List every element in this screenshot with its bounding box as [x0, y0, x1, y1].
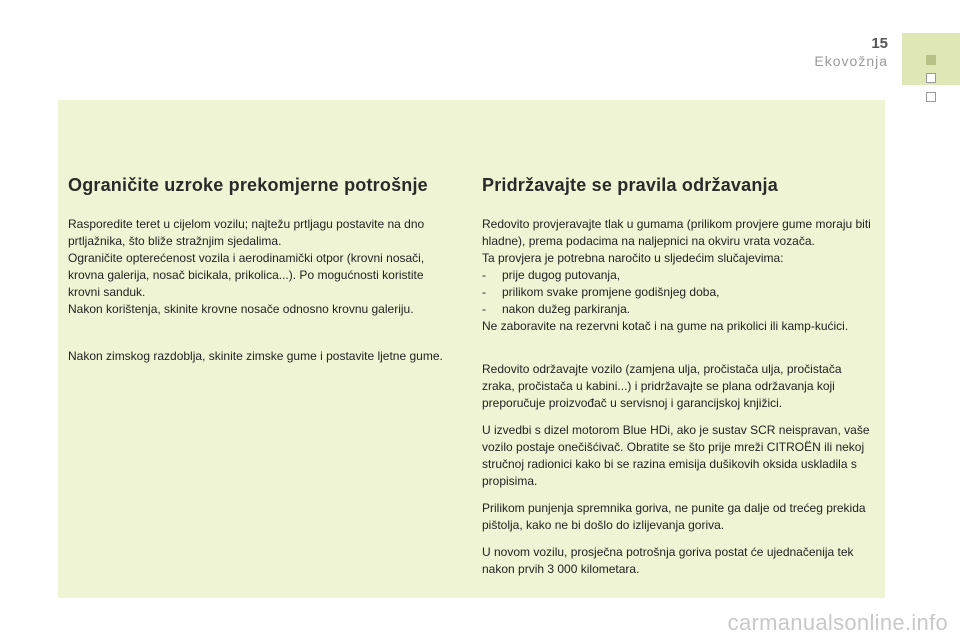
chapter-indicator-empty-square-icon	[926, 92, 936, 102]
right-paragraph: U novom vozilu, prosječna potrošnja goriva postat će ujednačenija tek nakon prvih 3 000 kilometara.	[482, 545, 854, 576]
dash-marker: -	[482, 285, 486, 299]
left-column	[68, 172, 458, 365]
list-item-text: prije dugog putovanja,	[502, 268, 621, 282]
left-paragraph: Ograničite opterećenost vozila i aerodinamički otpor (krovni nosači, krovna galerija, nosač bicikala, prikolica...). Po mogućnosti koristite krovni sanduk.	[68, 251, 425, 299]
dash-marker: -	[482, 268, 486, 282]
dash-list	[482, 267, 874, 318]
left-paragraph: Nakon zimskog razdoblja, skinite zimske gume i postavite ljetne gume.	[68, 349, 443, 363]
list-item-text: prilikom svake promjene godišnjeg doba,	[502, 285, 720, 299]
chapter-title: Ekovožnja	[814, 53, 888, 69]
left-paragraph: Rasporedite teret u cijelom vozilu; najtežu prtljagu postavite na dno prtljažnika, što bliže stražnjim sjedalima.	[68, 217, 425, 248]
list-item-text: nakon dužeg parkiranja.	[502, 302, 631, 316]
right-paragraph: Redovito održavajte vozilo (zamjena ulja, pročistača ulja, pročistača zraka, pročistača u kabini...) i pridržavajte se plana održavanja koji preporučuje proizvođač u servisnoj i garancijskoj knjižici.	[482, 362, 842, 410]
right-after-list: Ne zaboravite na rezervni kotač i na gume na prikolici ili kamp-kućici.	[482, 319, 849, 333]
left-paragraph: Nakon korištenja, skinite krovne nosače odnosno krovnu galeriju.	[68, 302, 414, 316]
list-item	[482, 267, 874, 284]
content-panel	[58, 100, 885, 598]
list-item	[482, 284, 874, 301]
dash-marker: -	[482, 302, 486, 316]
page-number: 15	[871, 35, 888, 52]
watermark: carmanualsonline.info	[727, 610, 948, 635]
right-heading: Pridržavajte se pravila održavanja	[482, 175, 778, 195]
list-item	[482, 301, 874, 318]
right-paragraph: U izvedbi s dizel motorom Blue HDi, ako je sustav SCR neispravan, vaše vozilo postaje onečišćivač. Obratite se što prije mreži CITROËN ili nekoj stručnoj radionici kako bi se razina emisija dušikovih oksida uskladila s propisima.	[482, 423, 870, 488]
left-heading: Ograničite uzroke prekomjerne potrošnje	[68, 175, 428, 195]
right-column	[482, 172, 874, 578]
right-intro-paragraph: Redovito provjeravajte tlak u gumama (prilikom provjere gume moraju biti hladne), prema podacima na naljepnici na okviru vrata vozača.	[482, 217, 871, 248]
chapter-indicator-empty-square-icon	[926, 73, 936, 83]
right-paragraph: Prilikom punjenja spremnika goriva, ne punite ga dalje od trećeg prekida pištolja, kako ne bi došlo do izlijevanja goriva.	[482, 501, 866, 532]
right-intro-paragraph: Ta provjera je potrebna naročito u sljedećim slučajevima:	[482, 251, 784, 265]
chapter-indicator-filled-square-icon	[926, 55, 936, 65]
